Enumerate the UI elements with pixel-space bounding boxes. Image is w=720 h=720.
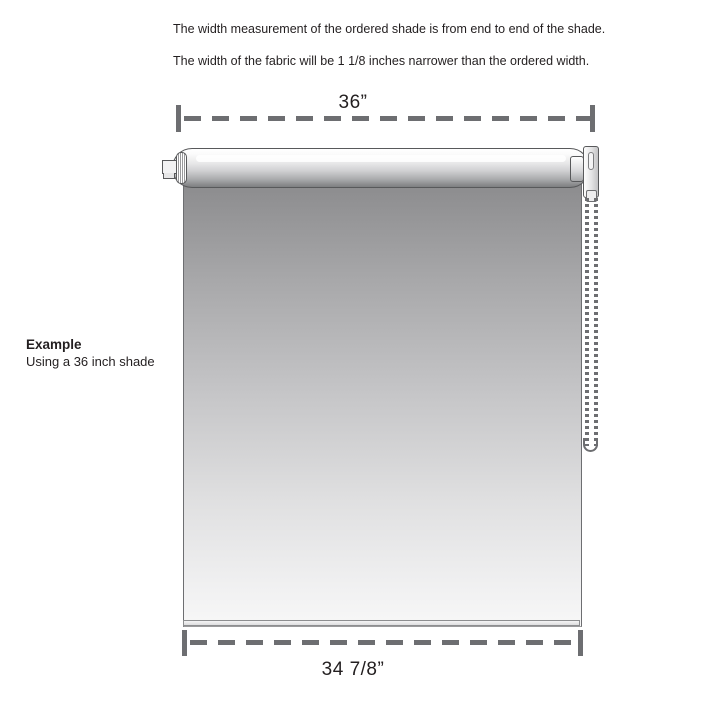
bottom-dimension-tick-right [578, 630, 583, 656]
shade-fabric [183, 184, 582, 627]
roller-tube [172, 148, 590, 188]
example-title: Example [26, 337, 82, 352]
example-subtitle: Using a 36 inch shade [26, 354, 155, 369]
shade-bottom-rail [183, 620, 580, 626]
bead-chain-loop [583, 438, 598, 452]
left-end-cap [176, 152, 187, 184]
instruction-note-width-measurement: The width measurement of the ordered shade is from end to end of the shade. [173, 22, 606, 36]
right-end-cap [570, 156, 584, 182]
bottom-dimension-tick-left [182, 630, 187, 656]
bead-chain-left-strand [585, 198, 589, 446]
right-bracket-slot [588, 152, 594, 170]
bead-chain-right-strand [594, 198, 598, 446]
roller-tube-highlight [196, 155, 566, 162]
instruction-note-fabric-width: The width of the fabric will be 1 1/8 inches narrower than the ordered width. [173, 54, 590, 68]
bottom-dimension-line [190, 640, 582, 645]
left-bracket-tab [163, 173, 175, 179]
bottom-dimension-label: 34 7/8” [321, 659, 385, 680]
example-caption [26, 336, 186, 370]
top-dimension-tick-left [176, 105, 181, 132]
top-dimension-label: 36” [338, 92, 368, 113]
top-dimension-tick-right [590, 105, 595, 132]
top-dimension-line [184, 116, 592, 121]
